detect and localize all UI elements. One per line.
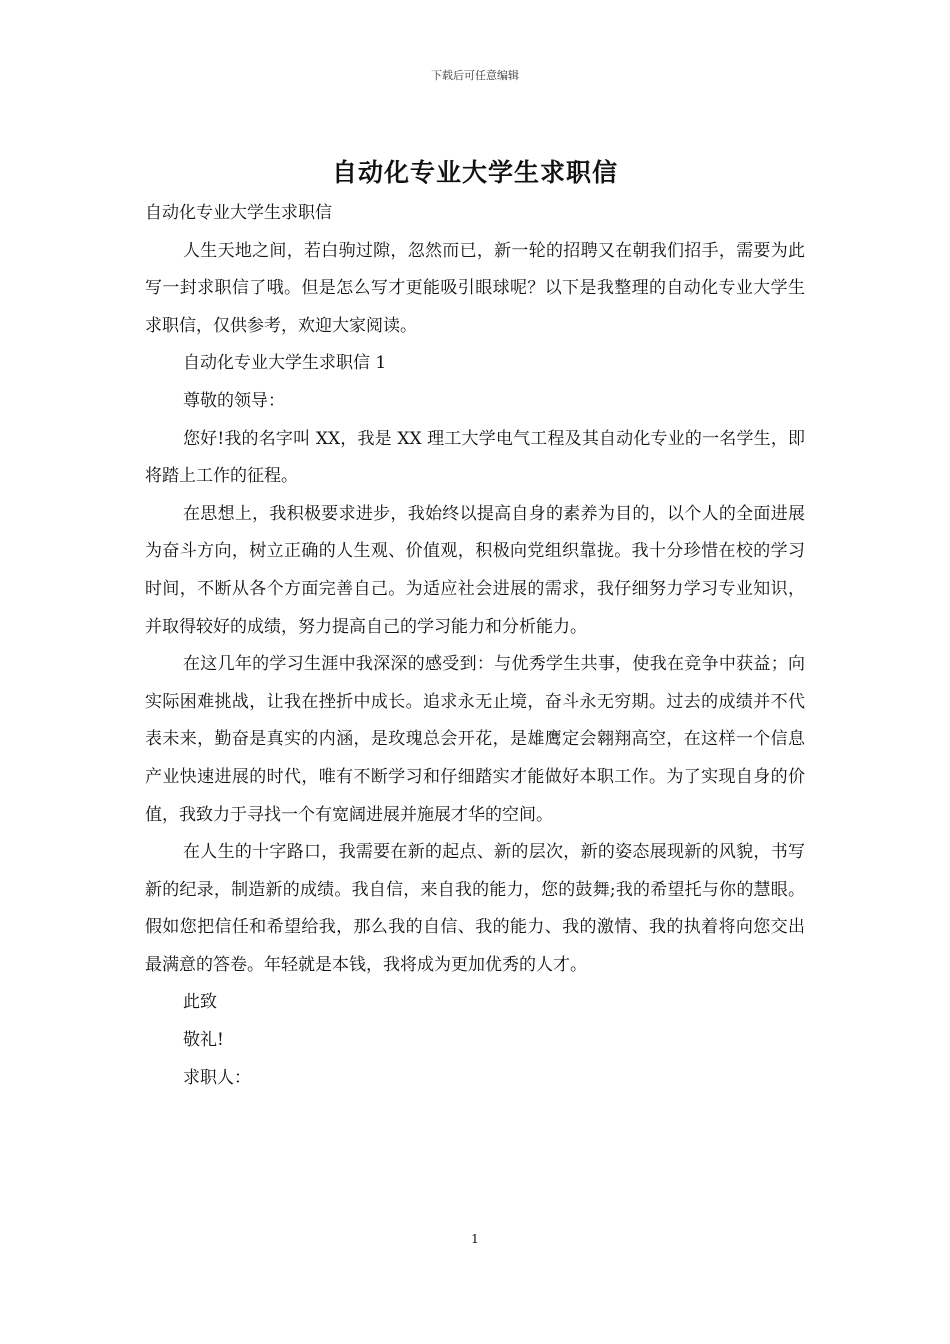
body-paragraph-thought: 在思想上，我积极要求进步，我始终以提高自身的素养为目的，以个人的全面进展为奋斗方向，树立正确的人生观、价值观，积极向党组织靠拢。我十分珍惜在校的学习时间，不断从各个方面完善自己。为适应社会进展的需求，我仔细努力学习专业知识，并取得较好的成绩，努力提高自己的学习能力和分析能力。 <box>145 503 805 637</box>
header-note: 下载后可任意编辑 <box>431 69 519 82</box>
intro-paragraph: 人生天地之间，若白驹过隙，忽然而已，新一轮的招聘又在朝我们招手，需要为此写一封求职信了哦。但是怎么写才更能吸引眼球呢？以下是我整理的自动化专业大学生求职信，仅供参考，欢迎大家阅读。 <box>145 240 805 336</box>
signature-line: 求职人： <box>183 1067 251 1088</box>
subtitle: 自动化专业大学生求职信 <box>145 203 332 223</box>
body-paragraph-greeting: 您好!我的名字叫 XX，我是 XX 理工大学电气工程及其自动化专业的一名学生，即将踏上工作的征程。 <box>145 428 805 487</box>
body-paragraph-study: 在这几年的学习生涯中我深深的感受到：与优秀学生共事，使我在竞争中获益；向实际困难挑战，让我在挫折中成长。追求永无止境，奋斗永无穷期。过去的成绩并不代表未来，勤奋是真实的内涵，是玫瑰总会开花，是雄鹰定会翱翔高空，在这样一个信息产业快速进展的时代，唯有不断学习和仔细踏实才能做好本职工作。为了实现自身的价值，我致力于寻找一个有宽阔进展并施展才华的空间。 <box>145 654 805 825</box>
page-number: 1 <box>471 1232 479 1246</box>
document-body <box>145 195 805 1097</box>
body-paragraph-future: 在人生的十字路口，我需要在新的起点、新的层次，新的姿态展现新的风貌，书写新的纪录，制造新的成绩。我自信，来自我的能力，您的鼓舞;我的希望托与你的慧眼。假如您把信任和希望给我，那么我的自信、我的能力、我的激情、我的执着将向您交出最满意的答卷。年轻就是本钱，我将成为更加优秀的人才。 <box>145 842 805 975</box>
salutation: 尊敬的领导： <box>183 390 285 411</box>
document-title: 自动化专业大学生求职信 <box>331 158 618 187</box>
closing-jingli: 敬礼! <box>183 1030 224 1051</box>
letter-heading: 自动化专业大学生求职信 1 <box>183 353 387 374</box>
closing-cizhi: 此致 <box>183 992 217 1013</box>
